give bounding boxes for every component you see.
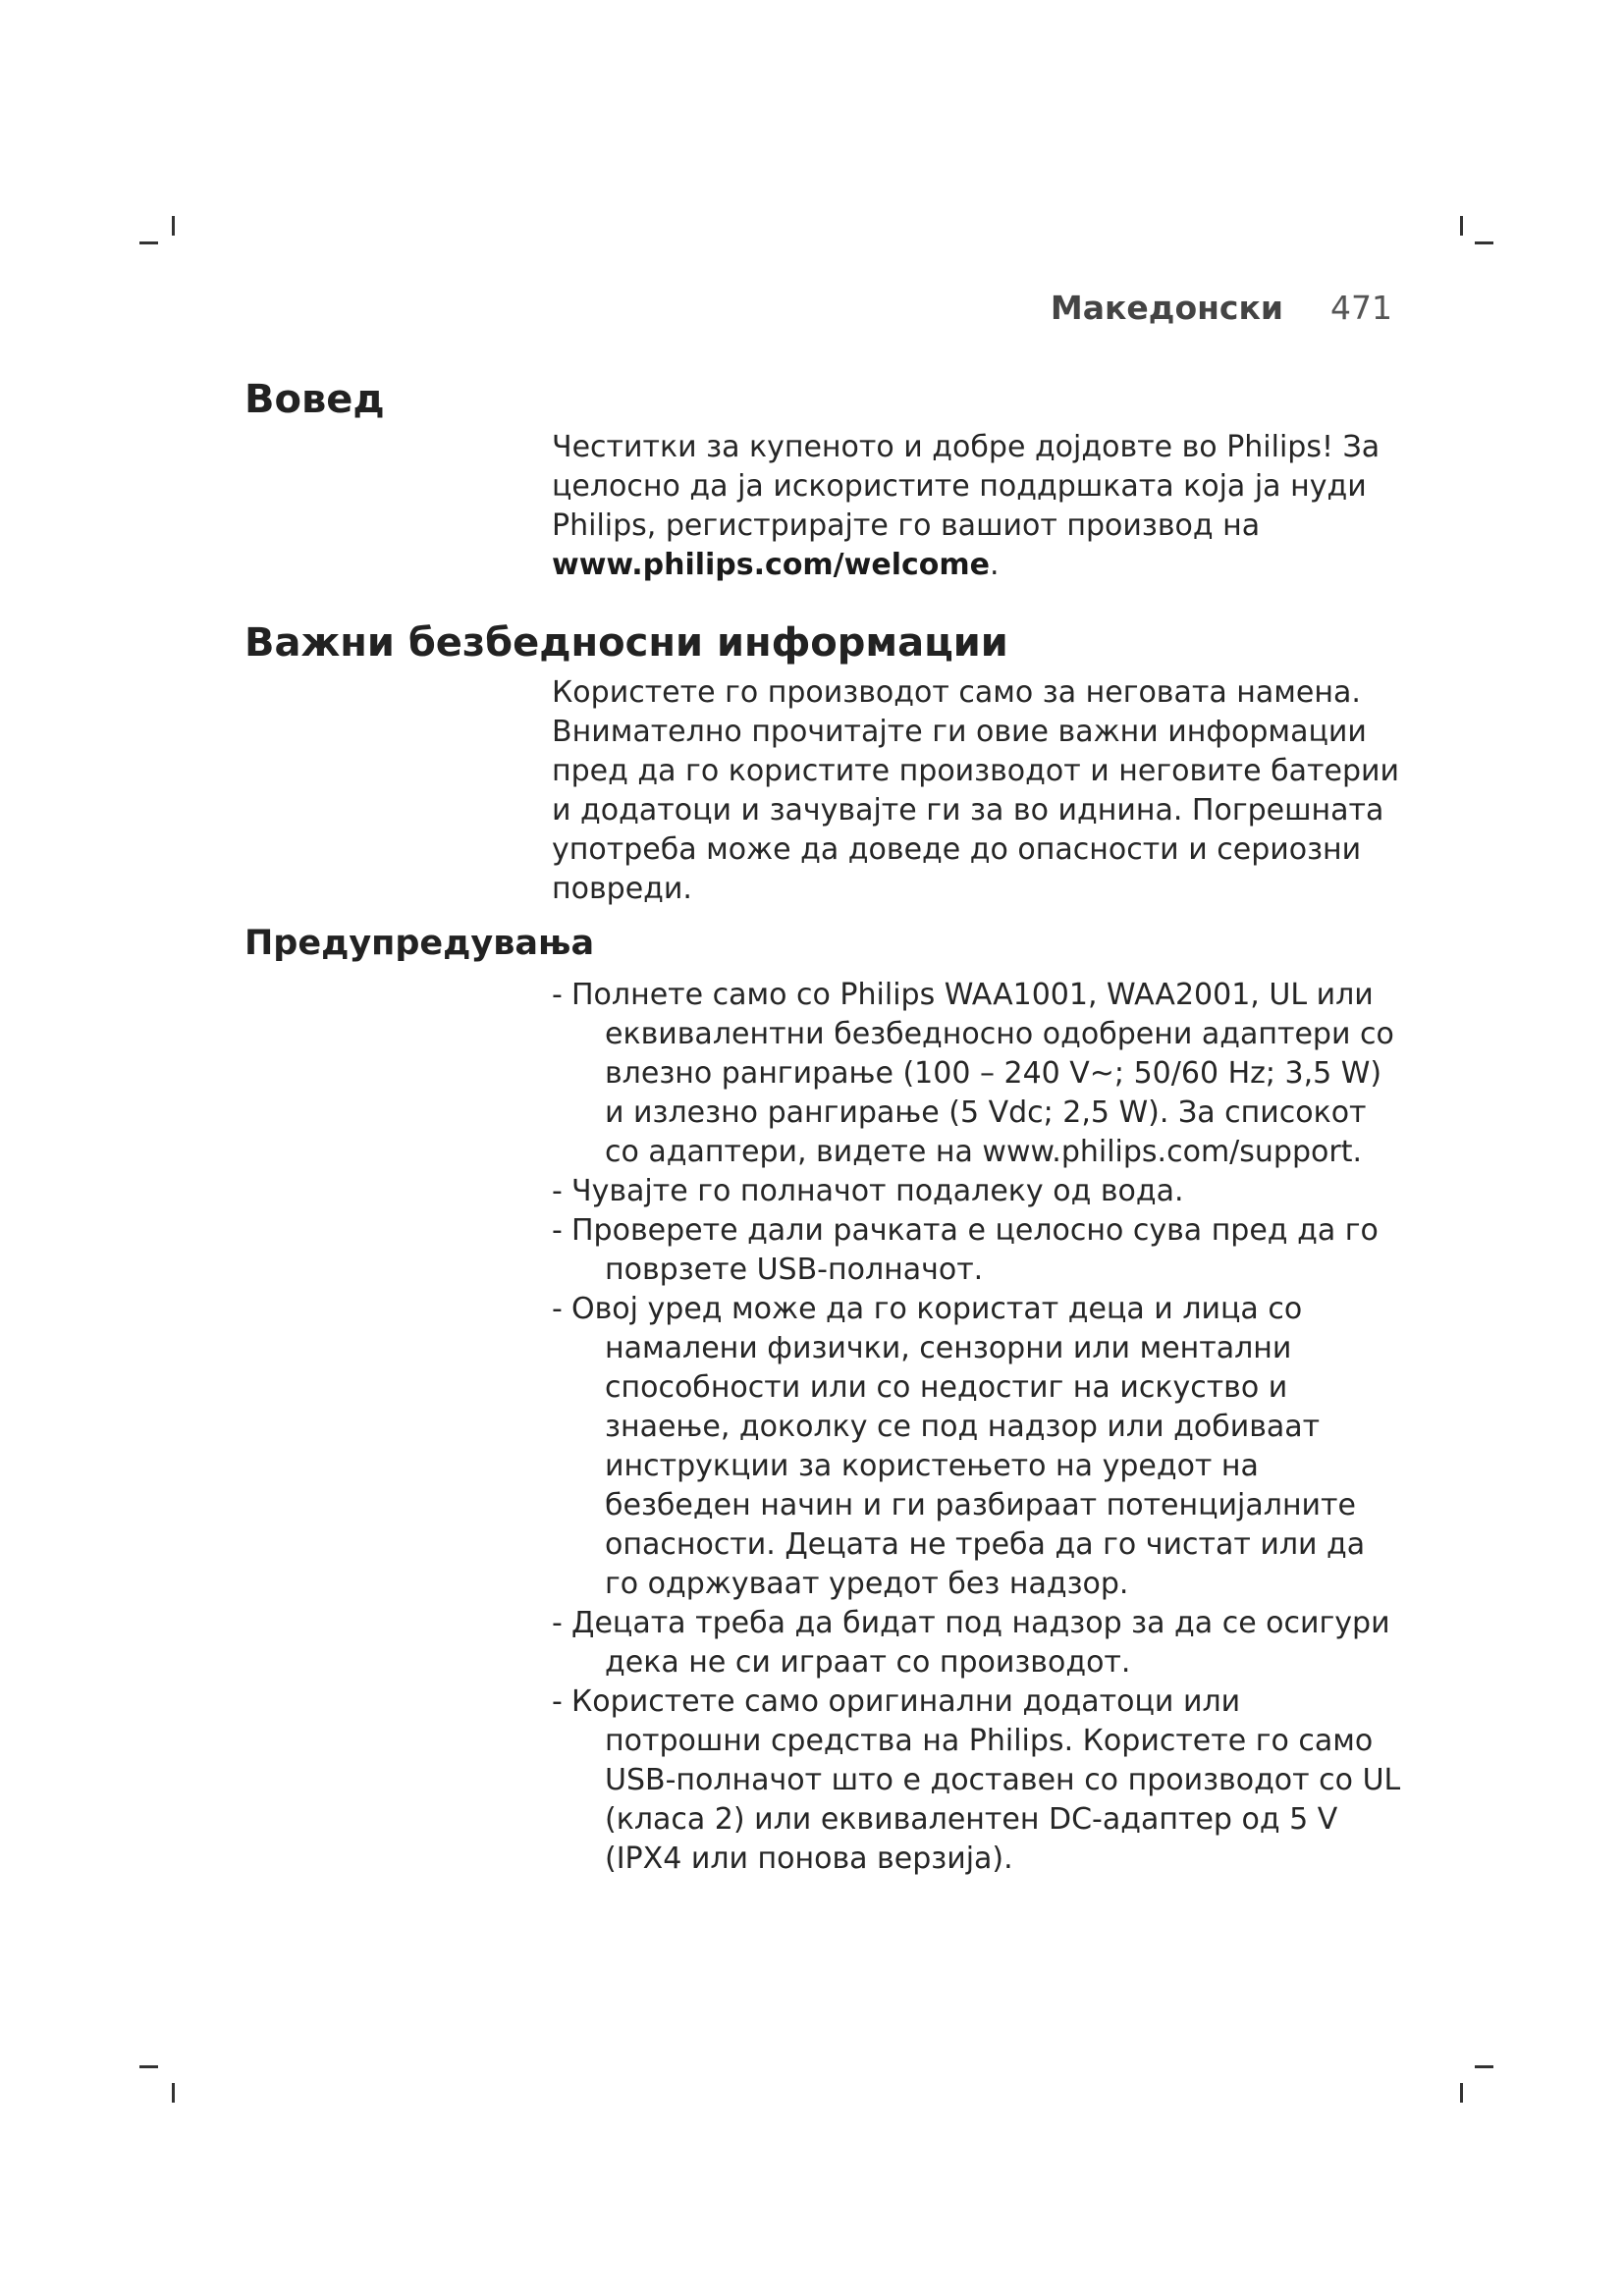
warning-item	[552, 1682, 1406, 1879]
dash-bullet: -	[552, 978, 563, 1012]
warning-text: Овој уред може да го користат деца и лица со намалени физички, сензорни или ментални способности или со недостиг на искуство и знаење, доколку се под надзор или добиваат инструкции за користењето на уредот на безбеден начин и ги разбираат потенцијалните опасности. Децата не треба да го чистат или да го одржуваат уредот без надзор.	[571, 1292, 1366, 1601]
warning-text: Децата треба да бидат под надзор за да се осигури дека не си играат со производот.	[571, 1606, 1390, 1680]
crop-mark-top-left-v	[172, 216, 175, 236]
warning-text: Чувајте го полначот подалеку од вода.	[571, 1174, 1184, 1208]
crop-mark-top-right-h	[1475, 241, 1493, 244]
safety-heading: Важни безбедносни информации	[244, 620, 1008, 666]
dash-bullet: -	[552, 1292, 563, 1326]
dash-bullet: -	[552, 1174, 563, 1208]
warning-text: Полнете само со Philips WAA1001, WAA2001, UL или еквивалентни безбедносно одобрени адаптери со влезно рангирање (100 – 240 V~; 50/60 Hz; 3,5 W) и излезно рангирање (5 Vdc; 2,5 W). За списокот со адаптери, видете на www.philips.com/support.	[571, 978, 1394, 1169]
language-label: Македонски	[1050, 289, 1283, 327]
crop-mark-top-left-h	[139, 241, 158, 244]
crop-mark-bottom-right-h	[1475, 2065, 1493, 2068]
intro-text-end: .	[990, 548, 1000, 582]
crop-mark-bottom-left-v	[172, 2083, 175, 2103]
warning-item	[552, 1172, 1406, 1211]
safety-paragraph	[552, 673, 1406, 909]
warnings-list-container	[552, 976, 1406, 1879]
crop-mark-bottom-right-v	[1460, 2083, 1463, 2103]
intro-paragraph	[552, 428, 1406, 585]
warning-text: Проверете дали рачката е целосно сува пред да го поврзете USB-полначот.	[571, 1213, 1379, 1287]
dash-bullet: -	[552, 1684, 563, 1719]
intro-heading: Вовед	[244, 377, 385, 422]
dash-bullet: -	[552, 1213, 563, 1248]
warnings-heading: Предупредувања	[244, 924, 595, 963]
crop-mark-top-right-v	[1460, 216, 1463, 236]
welcome-link[interactable]: www.philips.com/welcome	[552, 548, 990, 582]
page-number: 471	[1330, 289, 1392, 327]
crop-mark-bottom-left-h	[139, 2065, 158, 2068]
intro-text: Честитки за купеното и добре дојдовте во Philips! За целосно да ја искористите поддршката која ја нуди Philips, регистрирајте го вашиот производ на	[552, 430, 1380, 543]
warning-item	[552, 976, 1406, 1172]
warning-item	[552, 1290, 1406, 1604]
running-header	[1051, 289, 1392, 327]
warnings-list	[552, 976, 1406, 1879]
warning-item	[552, 1211, 1406, 1290]
safety-text: Користете го производот само за неговата намена. Внимателно прочитајте ги овие важни информации пред да го користите производот и неговите батерии и додатоци и зачувајте ги за во иднина. Погрешната употреба може да доведе до опасности и сериозни повреди.	[552, 675, 1399, 906]
dash-bullet: -	[552, 1606, 563, 1640]
warning-text: Користете само оригинални додатоци или потрошни средства на Philips. Користете го само USB-полначот што е доставен со производот со UL (класа 2) или еквивалентен DC-адаптер од 5 V (IPX4 или понова верзија).	[571, 1684, 1401, 1876]
warning-item	[552, 1604, 1406, 1682]
